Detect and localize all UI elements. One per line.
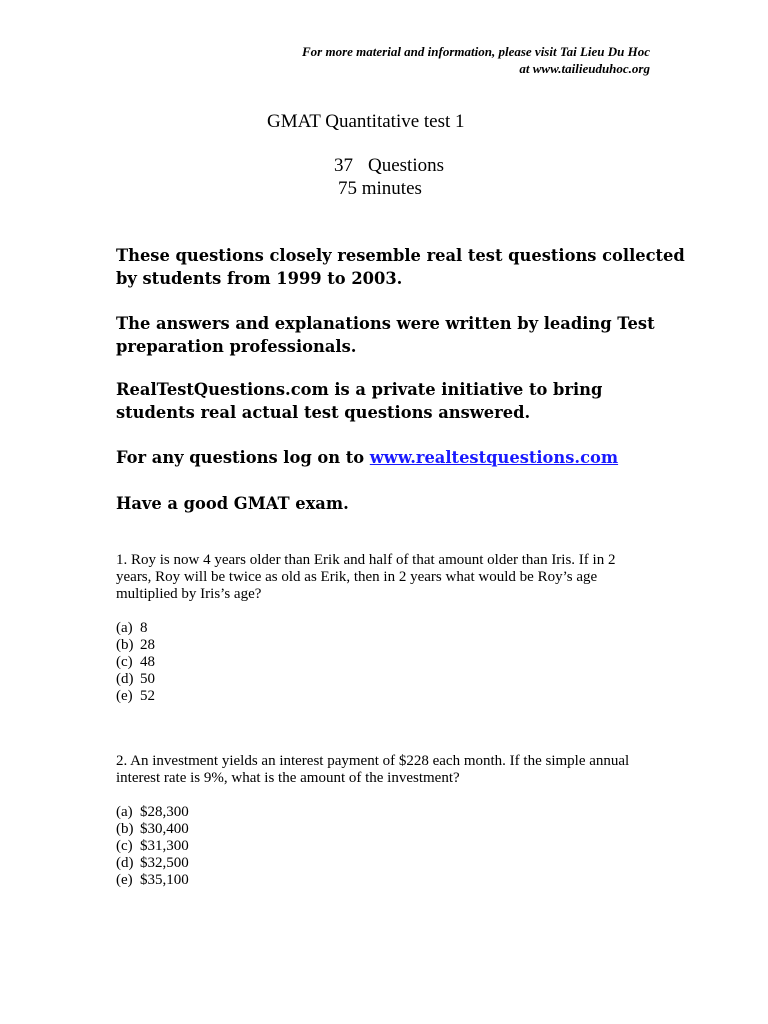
option-text: 8 xyxy=(140,620,148,636)
option-text: 48 xyxy=(140,654,155,670)
option-letter: (e) xyxy=(116,872,133,888)
option-letter: (b) xyxy=(116,637,134,653)
header-note xyxy=(130,43,650,77)
question-count-label: Questions xyxy=(368,155,444,176)
intro-paragraph-3 xyxy=(116,378,676,424)
option-text: 28 xyxy=(140,637,155,653)
intro-paragraph-5 xyxy=(116,492,676,515)
answer-option[interactable] xyxy=(116,821,676,838)
option-letter: (a) xyxy=(116,804,133,820)
answer-options xyxy=(116,804,676,889)
question-stem-line: interest rate is 9%, what is the amount of the investment? xyxy=(116,770,460,786)
contact-text: For any questions log on to xyxy=(116,448,370,467)
answer-options xyxy=(116,620,676,705)
intro-line: by students from 1999 to 2003. xyxy=(116,269,403,288)
option-text: 52 xyxy=(140,688,155,704)
option-text: $28,300 xyxy=(140,804,189,820)
question-count-number: 37 xyxy=(334,155,353,176)
intro-line: RealTestQuestions.com is a private initiative to bring xyxy=(116,380,603,399)
option-letter: (c) xyxy=(116,654,133,670)
website-link[interactable]: www.realtestquestions.com xyxy=(369,448,619,467)
closing-line: Have a good GMAT exam. xyxy=(116,494,349,513)
answer-option[interactable] xyxy=(116,637,676,654)
intro-line: students real actual test questions answered. xyxy=(116,403,531,422)
header-note-line2: at www.tailieuduhoc.org xyxy=(519,61,650,76)
answer-option[interactable] xyxy=(116,620,676,637)
question-count xyxy=(334,155,444,177)
option-text: $30,400 xyxy=(140,821,189,837)
option-text: $35,100 xyxy=(140,872,189,888)
answer-option[interactable] xyxy=(116,804,676,821)
test-duration: 75 minutes xyxy=(338,178,422,199)
answer-option[interactable] xyxy=(116,855,676,872)
option-letter: (d) xyxy=(116,671,134,687)
option-text: $32,500 xyxy=(140,855,189,871)
question-stem-line: 1. Roy is now 4 years older than Erik and half of that amount older than Iris. If in 2 xyxy=(116,552,616,568)
intro-paragraph-2 xyxy=(116,312,676,358)
option-letter: (b) xyxy=(116,821,134,837)
intro-line: preparation professionals. xyxy=(116,337,357,356)
answer-option[interactable] xyxy=(116,654,676,671)
answer-option[interactable] xyxy=(116,838,676,855)
question-stem xyxy=(116,552,676,603)
header-note-line1: For more material and information, please visit Tai Lieu Du Hoc xyxy=(301,44,650,59)
intro-line: These questions closely resemble real test questions collected xyxy=(116,246,685,265)
answer-option[interactable] xyxy=(116,671,676,688)
answer-option[interactable] xyxy=(116,688,676,705)
intro-paragraph-4 xyxy=(116,446,676,469)
option-text: $31,300 xyxy=(140,838,189,854)
question-stem-line: multiplied by Iris’s age? xyxy=(116,586,262,602)
page-title: GMAT Quantitative test 1 xyxy=(267,111,465,132)
option-letter: (a) xyxy=(116,620,133,636)
question-stem-line: 2. An investment yields an interest payment of $228 each month. If the simple annual xyxy=(116,753,630,769)
option-letter: (e) xyxy=(116,688,133,704)
intro-line: The answers and explanations were written by leading Test xyxy=(116,314,655,333)
question-stem-line: years, Roy will be twice as old as Erik, then in 2 years what would be Roy’s age xyxy=(116,569,598,585)
option-letter: (d) xyxy=(116,855,134,871)
option-text: 50 xyxy=(140,671,155,687)
question-1 xyxy=(116,552,676,705)
question-stem xyxy=(116,753,676,787)
intro-paragraph-1 xyxy=(116,244,685,290)
answer-option[interactable] xyxy=(116,872,676,889)
option-letter: (c) xyxy=(116,838,133,854)
question-2 xyxy=(116,753,676,889)
